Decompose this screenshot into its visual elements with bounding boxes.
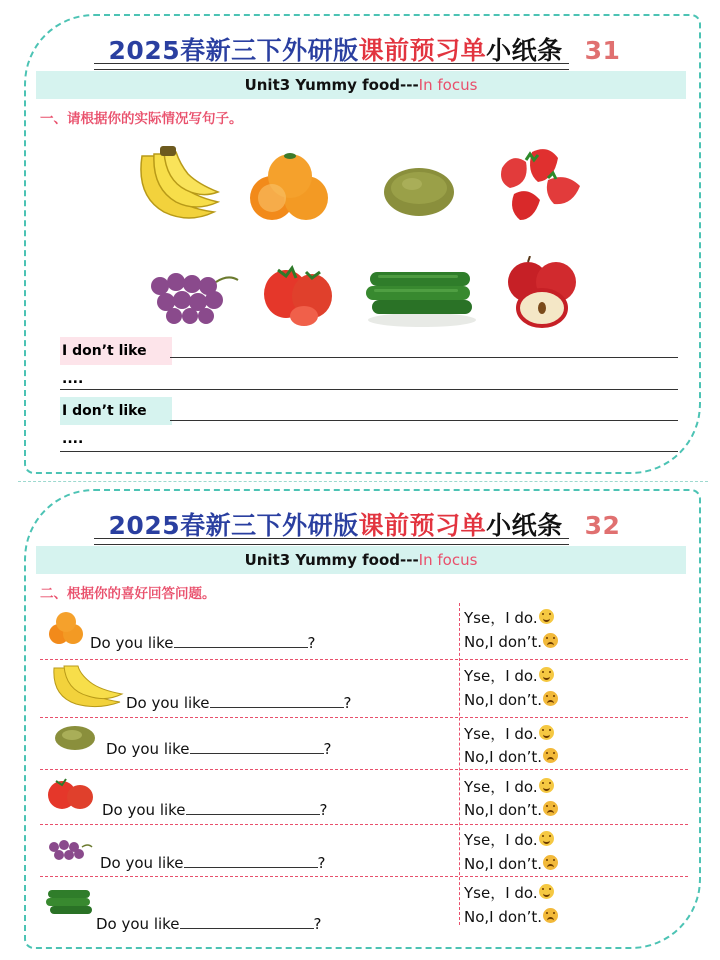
question-mark: ? bbox=[319, 801, 328, 819]
no-label: No,I don’t. bbox=[464, 633, 542, 651]
beans-icon bbox=[382, 162, 456, 218]
question-text bbox=[96, 914, 322, 933]
question-mark: ? bbox=[323, 740, 332, 758]
no-option[interactable] bbox=[464, 801, 558, 819]
yes-label: Yse，I do. bbox=[464, 884, 538, 902]
grapes-icon bbox=[46, 837, 94, 865]
yes-option[interactable] bbox=[464, 776, 554, 797]
worksheet-card-32 bbox=[24, 489, 701, 949]
unit-label: Unit3 Yummy food--- bbox=[244, 76, 419, 94]
yes-label: Yse，I do. bbox=[464, 609, 538, 627]
no-option[interactable] bbox=[464, 691, 558, 709]
no-label: No,I don’t. bbox=[464, 748, 542, 766]
smile-emoji-icon bbox=[539, 778, 554, 793]
yes-label: Yse，I do. bbox=[464, 831, 538, 849]
focus-label: In focus bbox=[418, 76, 478, 94]
card-number: 32 bbox=[584, 511, 621, 540]
smile-emoji-icon bbox=[539, 884, 554, 899]
question-mark: ? bbox=[307, 634, 316, 652]
question-text bbox=[100, 853, 326, 872]
question-mark: ? bbox=[343, 694, 352, 712]
unit-label: Unit3 Yummy food--- bbox=[244, 551, 419, 569]
beans-icon bbox=[54, 725, 96, 751]
answer-blank[interactable] bbox=[190, 739, 324, 754]
no-option[interactable] bbox=[464, 633, 558, 651]
cucumber-icon bbox=[46, 886, 94, 920]
title-part-3: 小纸条 bbox=[486, 511, 563, 540]
question-mark: ? bbox=[317, 854, 326, 872]
answer-blank[interactable] bbox=[180, 914, 314, 929]
sentence-prompt-1: I don’t like .... bbox=[60, 337, 172, 365]
unit-banner bbox=[36, 71, 686, 99]
yes-option[interactable] bbox=[464, 665, 554, 686]
yes-label: Yse，I do. bbox=[464, 778, 538, 796]
question-text bbox=[102, 800, 328, 819]
focus-label: In focus bbox=[418, 551, 478, 569]
answer-line[interactable] bbox=[60, 451, 678, 452]
grapes-icon bbox=[146, 264, 240, 326]
question-text bbox=[90, 633, 316, 652]
title-part-1: 2025春新三下外研版 bbox=[108, 511, 359, 540]
title-part-1: 2025春新三下外研版 bbox=[108, 36, 359, 65]
cry-emoji-icon bbox=[543, 748, 558, 763]
cucumber-icon bbox=[364, 264, 480, 328]
title-part-2: 课前预习单 bbox=[358, 36, 487, 65]
tomato-icon bbox=[262, 254, 334, 330]
no-label: No,I don’t. bbox=[464, 691, 542, 709]
cry-emoji-icon bbox=[543, 633, 558, 648]
answer-line[interactable] bbox=[170, 420, 678, 421]
answer-line[interactable] bbox=[60, 389, 678, 390]
no-option[interactable] bbox=[464, 908, 558, 926]
question-label: Do you like bbox=[90, 634, 174, 652]
banana-icon bbox=[134, 146, 220, 224]
title-underline bbox=[94, 63, 569, 70]
yes-option[interactable] bbox=[464, 607, 554, 628]
cut-line bbox=[18, 481, 708, 482]
no-option[interactable] bbox=[464, 748, 558, 766]
answer-blank[interactable] bbox=[174, 633, 308, 648]
question-mark: ? bbox=[313, 915, 322, 933]
answer-blank[interactable] bbox=[184, 853, 318, 868]
smile-emoji-icon bbox=[539, 609, 554, 624]
answer-line[interactable] bbox=[170, 357, 678, 358]
title-part-3: 小纸条 bbox=[486, 36, 563, 65]
yes-label: Yse，I do. bbox=[464, 667, 538, 685]
card-title bbox=[26, 31, 703, 67]
answer-blank[interactable] bbox=[210, 693, 344, 708]
no-label: No,I don’t. bbox=[464, 908, 542, 926]
card-title bbox=[26, 506, 703, 542]
unit-banner bbox=[36, 546, 686, 574]
question-label: Do you like bbox=[100, 854, 184, 872]
cry-emoji-icon bbox=[543, 855, 558, 870]
yes-label: Yse，I do. bbox=[464, 725, 538, 743]
question-text bbox=[126, 693, 352, 712]
answer-blank[interactable] bbox=[186, 800, 320, 815]
worksheet-card-31 bbox=[24, 14, 701, 474]
no-option[interactable] bbox=[464, 855, 558, 873]
no-label: No,I don’t. bbox=[464, 801, 542, 819]
card-number: 31 bbox=[584, 36, 621, 65]
question-label: Do you like bbox=[96, 915, 180, 933]
yes-option[interactable] bbox=[464, 723, 554, 744]
orange-icon bbox=[48, 608, 84, 646]
banana-icon bbox=[50, 662, 124, 710]
question-text bbox=[106, 739, 332, 758]
title-underline bbox=[94, 538, 569, 545]
section-heading: 二、根据你的喜好回答问题。 bbox=[40, 586, 216, 602]
cry-emoji-icon bbox=[543, 908, 558, 923]
smile-emoji-icon bbox=[539, 667, 554, 682]
yes-option[interactable] bbox=[464, 829, 554, 850]
apple-icon bbox=[504, 256, 580, 330]
strawberry-icon bbox=[492, 144, 588, 228]
section-heading: 一、请根据你的实际情况写句子。 bbox=[40, 111, 243, 127]
yes-option[interactable] bbox=[464, 882, 554, 903]
title-part-2: 课前预习单 bbox=[358, 511, 487, 540]
smile-emoji-icon bbox=[539, 831, 554, 846]
cry-emoji-icon bbox=[543, 691, 558, 706]
question-label: Do you like bbox=[106, 740, 190, 758]
sentence-prompt-2: I don’t like .... bbox=[60, 397, 172, 425]
smile-emoji-icon bbox=[539, 725, 554, 740]
question-label: Do you like bbox=[102, 801, 186, 819]
no-label: No,I don’t. bbox=[464, 855, 542, 873]
cry-emoji-icon bbox=[543, 801, 558, 816]
question-label: Do you like bbox=[126, 694, 210, 712]
tomato-icon bbox=[46, 775, 96, 811]
orange-icon bbox=[248, 150, 330, 226]
